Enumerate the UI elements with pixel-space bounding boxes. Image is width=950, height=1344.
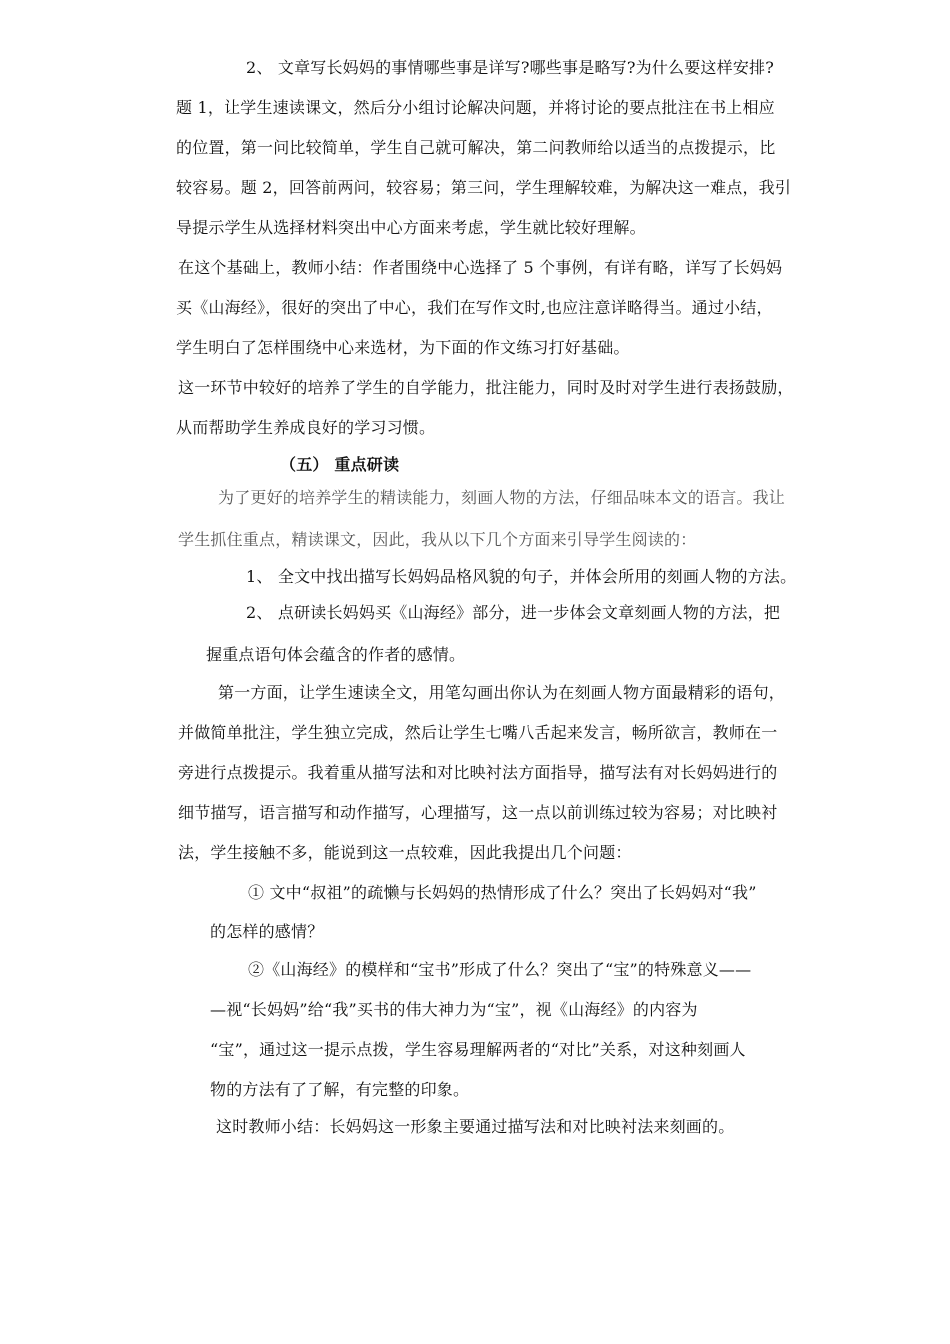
paragraph-line: 导提示学生从选择材料突出中心方面来考虑，学生就比较好理解。 xyxy=(176,218,646,237)
paragraph-line: 并做简单批注，学生独立完成，然后让学生七嘴八舌起来发言，畅所欲言，教师在一 xyxy=(178,723,778,742)
paragraph-line: 第一方面，让学生速读全文，用笔勾画出你认为在刻画人物方面最精彩的语句， xyxy=(218,683,786,702)
paragraph-line: 题 1，让学生速读课文，然后分小组讨论解决问题，并将讨论的要点批注在书上相应 xyxy=(176,98,775,117)
numbered-item-1: 1、 全文中找出描写长妈妈品格风貌的句子，并体会所用的刻画人物的方法。 xyxy=(246,567,797,586)
question-circle-2: ②《山海经》的模样和“宝书”形成了什么？突出了“宝”的特殊意义—— xyxy=(248,960,752,979)
paragraph-line: 学生明白了怎样围绕中心来选材，为下面的作文练习打好基础。 xyxy=(176,338,630,357)
question-circle-1-cont: 的怎样的感情？ xyxy=(210,922,324,941)
paragraph-line: 在这个基础上，教师小结：作者围绕中心选择了 5 个事例，有详有略，详写了长妈妈 xyxy=(178,258,783,277)
question-circle-2-cont: —视“长妈妈”给“我”买书的伟大神力为“宝”，视《山海经》的内容为 xyxy=(210,1000,698,1019)
paragraph-line: 法，学生接触不多，能说到这一点较难，因此我提出几个问题： xyxy=(178,843,632,862)
paragraph-line: 买《山海经》，很好的突出了中心，我们在写作文时,也应注意详略得当。通过小结， xyxy=(176,298,773,317)
paragraph-line: 为了更好的培养学生的精读能力，刻画人物的方法，仔细品味本文的语言。我让 xyxy=(218,488,786,507)
question-circle-2-cont: “宝”，通过这一提示点拨，学生容易理解两者的“对比”关系，对这种刻画人 xyxy=(210,1040,746,1059)
teacher-summary-line: 这时教师小结：长妈妈这一形象主要通过描写法和对比映衬法来刻画的。 xyxy=(216,1117,735,1136)
paragraph-line: 这一环节中较好的培养了学生的自学能力，批注能力，同时及时对学生进行表扬鼓励， xyxy=(178,378,794,397)
paragraph-line: 旁进行点拨提示。我着重从描写法和对比映衬法方面指导，描写法有对长妈妈进行的 xyxy=(178,763,778,782)
question-2-line: 2、 文章写长妈妈的事情哪些事是详写?哪些事是略写?为什么要这样安排? xyxy=(246,58,775,77)
paragraph-line: 从而帮助学生养成良好的学习习惯。 xyxy=(176,418,436,437)
paragraph-line: 的位置，第一问比较简单，学生自己就可解决，第二问教师给以适当的点拨提示，比 xyxy=(176,138,776,157)
question-circle-1: ① 文中“叔祖”的疏懒与长妈妈的热情形成了什么？突出了长妈妈对“我” xyxy=(248,883,757,902)
paragraph-line: 较容易。题 2，回答前两问，较容易；第三问，学生理解较难，为解决这一难点，我引 xyxy=(176,178,792,197)
numbered-item-2: 2、 点研读长妈妈买《山海经》部分，进一步体会文章刻画人物的方法，把 xyxy=(246,603,781,622)
numbered-item-2-cont: 握重点语句体会蕴含的作者的感情。 xyxy=(206,645,466,664)
paragraph-line: 学生抓住重点，精读课文，因此，我从以下几个方面来引导学生阅读的： xyxy=(178,530,697,549)
question-circle-2-cont: 物的方法有了了解，有完整的印象。 xyxy=(210,1080,470,1099)
paragraph-line: 细节描写，语言描写和动作描写，心理描写，这一点以前训练过较为容易；对比映衬 xyxy=(178,803,778,822)
section-heading: （五） 重点研读 xyxy=(280,455,400,474)
